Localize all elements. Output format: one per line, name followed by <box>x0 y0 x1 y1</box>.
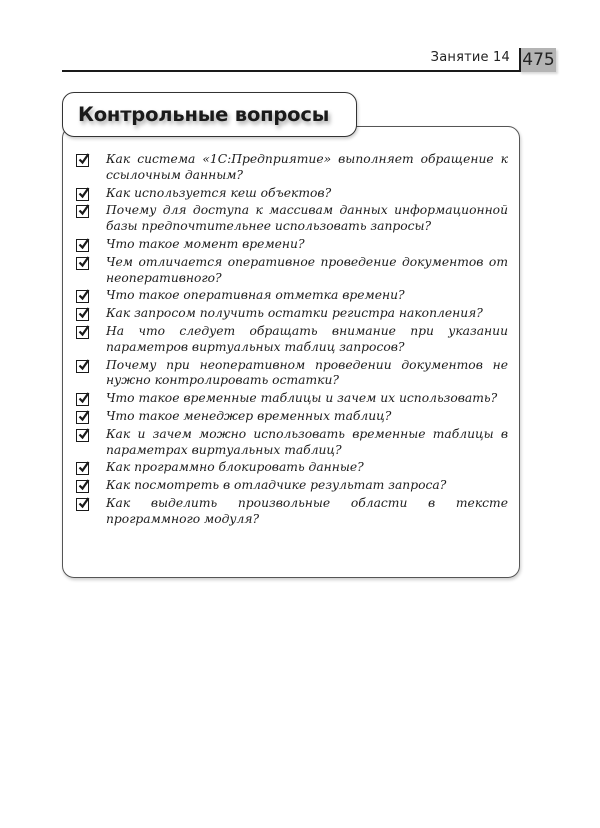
question-text: Как посмотреть в отладчике результат запроса? <box>106 478 447 493</box>
question-text: Что такое менеджер временных таблиц? <box>106 408 392 423</box>
list-item <box>76 306 508 322</box>
list-item <box>76 324 508 356</box>
list-item <box>76 288 508 304</box>
question-text: Как используется кеш объектов? <box>106 185 332 200</box>
list-item <box>76 255 508 287</box>
list-item <box>76 496 508 528</box>
question-text: Как выделить произвольные области в тексте программного модуля? <box>106 495 508 526</box>
question-text: Почему для доступа к массивам данных информационной базы предпочтительнее использовать запросы? <box>106 203 508 234</box>
checked-box-icon <box>76 188 89 201</box>
checked-box-icon <box>76 239 89 252</box>
section-title: Контрольные вопросы <box>78 103 330 126</box>
list-item <box>76 460 508 476</box>
list-item <box>76 391 508 407</box>
list-item <box>76 409 508 425</box>
list-item <box>76 186 508 202</box>
checked-box-icon <box>76 326 89 339</box>
checked-box-icon <box>76 205 89 218</box>
chapter-label: Занятие 14 <box>430 50 510 65</box>
checked-box-icon <box>76 393 89 406</box>
list-item <box>76 152 508 184</box>
checked-box-icon <box>76 257 89 270</box>
question-text: Что такое оперативная отметка времени? <box>106 288 405 303</box>
question-text: Как программно блокировать данные? <box>106 460 364 475</box>
checked-box-icon <box>76 462 89 475</box>
checked-box-icon <box>76 308 89 321</box>
checked-box-icon <box>76 480 89 493</box>
checked-box-icon <box>76 411 89 424</box>
checked-box-icon <box>76 154 89 167</box>
section-title-box <box>62 92 357 137</box>
checked-box-icon <box>76 360 89 373</box>
list-item <box>76 478 508 494</box>
question-text: Как система «1С:Предприятие» выполняет обращение к ссылочным данным? <box>106 152 508 182</box>
checked-box-icon <box>76 498 89 511</box>
question-text: На что следует обращать внимание при указании параметров виртуальных таблиц запросов? <box>106 323 508 354</box>
question-text: Чем отличается оперативное проведение документов от неоперативного? <box>106 254 508 285</box>
header-rule <box>62 70 520 72</box>
question-text: Как и зачем можно использовать временные таблицы в параметрах виртуальных таблиц? <box>106 426 508 457</box>
checked-box-icon <box>76 429 89 442</box>
question-text: Почему при неоперативном проведении документов не нужно контролировать остатки? <box>106 357 508 388</box>
question-text: Как запросом получить остатки регистра накопления? <box>106 306 483 321</box>
list-item <box>76 427 508 459</box>
list-item <box>76 358 508 390</box>
questions-list <box>76 152 508 530</box>
page-number: 475 <box>519 48 556 72</box>
checked-box-icon <box>76 290 89 303</box>
question-text: Что такое момент времени? <box>106 236 305 251</box>
question-text: Что такое временные таблицы и зачем их использовать? <box>106 391 498 406</box>
list-item <box>76 203 508 235</box>
list-item <box>76 237 508 253</box>
